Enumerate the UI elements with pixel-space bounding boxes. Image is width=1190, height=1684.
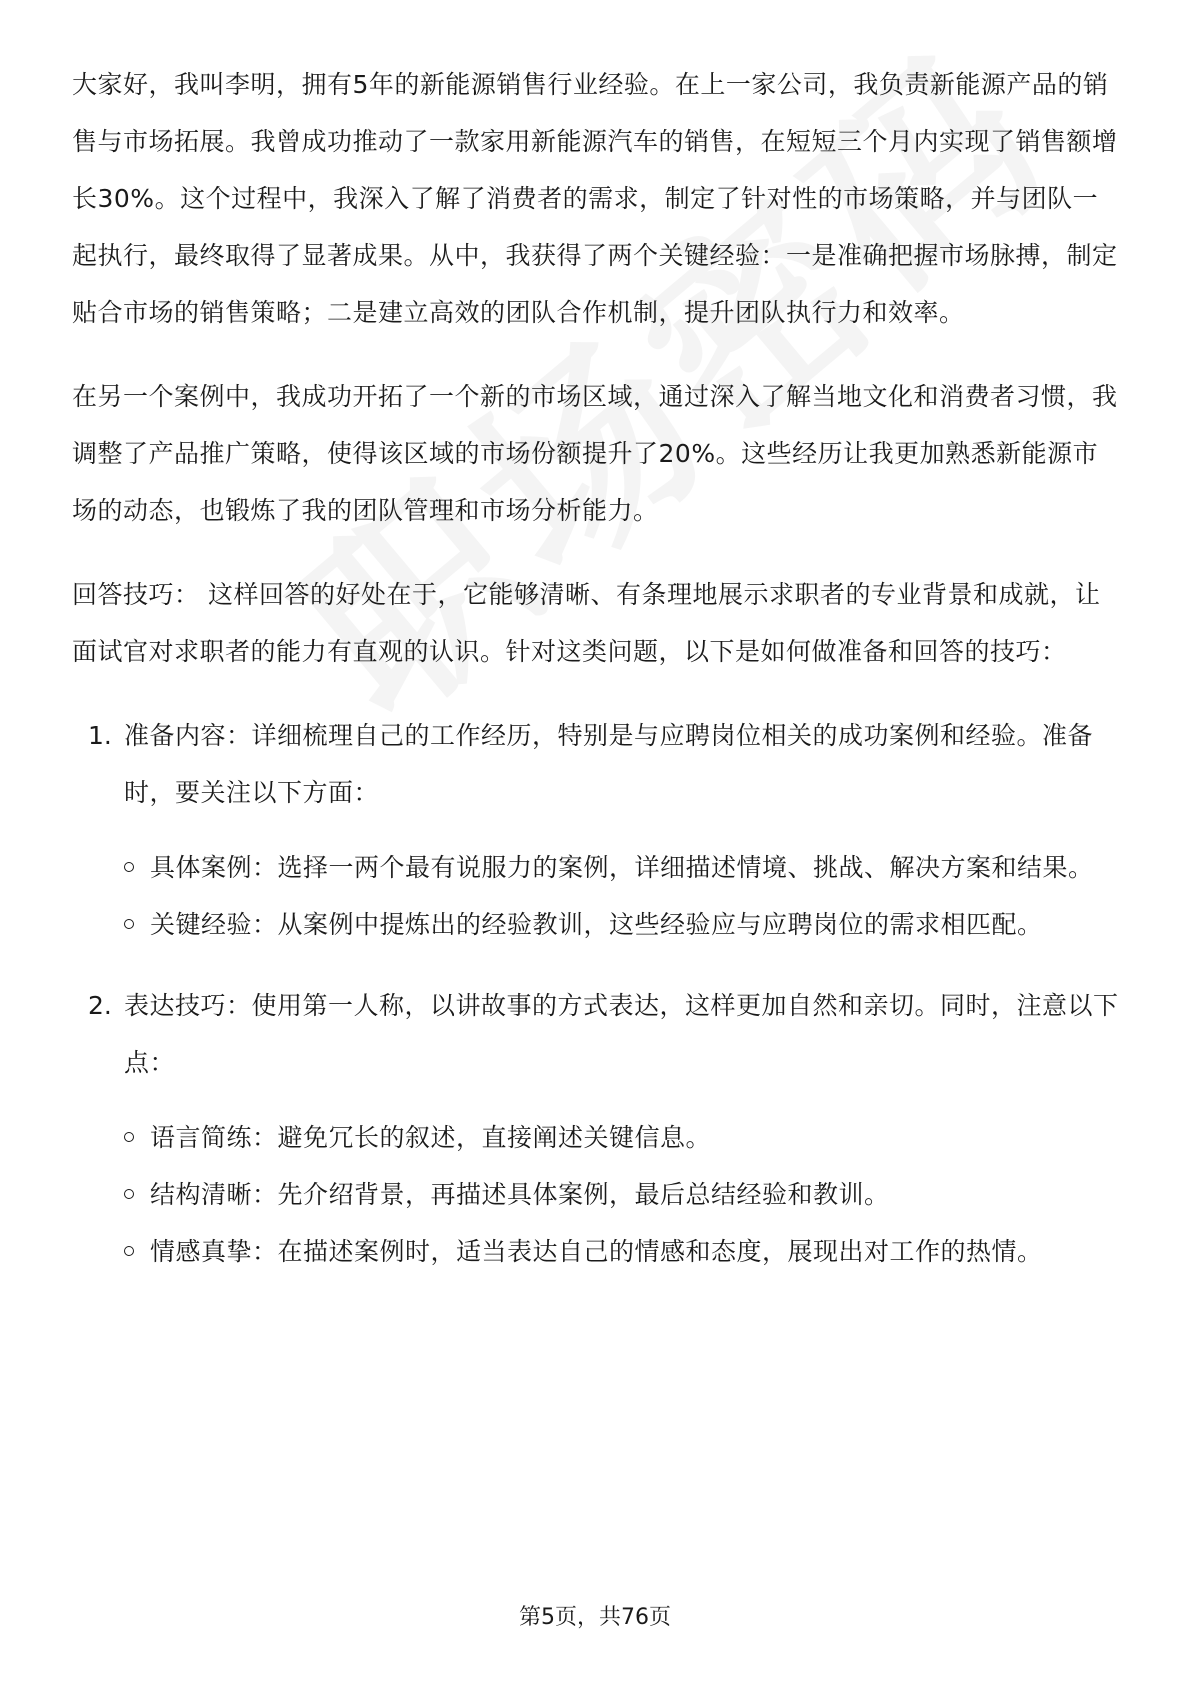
sub-list xyxy=(124,839,1122,953)
bullet-icon xyxy=(124,919,134,929)
bullet-icon xyxy=(124,1132,134,1142)
list-number: 2. xyxy=(88,991,112,1020)
sub-list-item xyxy=(124,1109,1122,1166)
list-item xyxy=(72,707,1122,953)
bullet-icon xyxy=(124,1246,134,1256)
sub-list-item xyxy=(124,1166,1122,1223)
intro-paragraph: 大家好，我叫李明，拥有5年的新能源销售行业经验。在上一家公司，我负责新能源产品的销售与市场拓展。我曾成功推动了一款家用新能源汽车的销售，在短短三个月内实现了销售额增长30%。这个过程中，我深入了解了消费者的需求，制定了针对性的市场策略，并与团队一起执行，最终取得了显著成果。从中，我获得了两个关键经验：一是准确把握市场脉搏，制定贴合市场的销售策略；二是建立高效的团队合作机制，提升团队执行力和效率。 xyxy=(72,70,1118,327)
page-number: 第5页，共76页 xyxy=(519,1605,671,1630)
sub-list-item-text: 具体案例：选择一两个最有说服力的案例，详细描述情境、挑战、解决方案和结果。 xyxy=(150,853,1094,882)
sub-list xyxy=(124,1109,1122,1280)
list-item xyxy=(72,977,1122,1280)
list-number: 1. xyxy=(88,721,112,750)
sub-list-item xyxy=(124,839,1122,896)
sub-list-item xyxy=(124,1223,1122,1280)
sub-list-item-text: 语言简练：避免冗长的叙述，直接阐述关键信息。 xyxy=(150,1123,712,1152)
bullet-icon xyxy=(124,862,134,872)
sub-list-item xyxy=(124,896,1122,953)
tips-paragraph: 回答技巧： 这样回答的好处在于，它能够清晰、有条理地展示求职者的专业背景和成就，让面试官对求职者的能力有直观的认识。针对这类问题，以下是如何做准备和回答的技巧： xyxy=(72,580,1101,666)
tips-list xyxy=(72,707,1122,1280)
list-item-text: 表达技巧：使用第一人称，以讲故事的方式表达，这样更加自然和亲切。同时，注意以下点： xyxy=(124,991,1119,1077)
list-item-text: 准备内容：详细梳理自己的工作经历，特别是与应聘岗位相关的成功案例和经验。准备时，要关注以下方面： xyxy=(124,721,1094,807)
document-body xyxy=(72,56,1122,1304)
sub-list-item-text: 关键经验：从案例中提炼出的经验教训，这些经验应与应聘岗位的需求相匹配。 xyxy=(150,910,1043,939)
sub-list-item-text: 情感真挚：在描述案例时，适当表达自己的情感和态度，展现出对工作的热情。 xyxy=(150,1237,1043,1266)
case-paragraph: 在另一个案例中，我成功开拓了一个新的市场区域，通过深入了解当地文化和消费者习惯，我调整了产品推广策略，使得该区域的市场份额提升了20%。这些经历让我更加熟悉新能源市场的动态，也锻炼了我的团队管理和市场分析能力。 xyxy=(72,382,1118,525)
bullet-icon xyxy=(124,1189,134,1199)
sub-list-item-text: 结构清晰：先介绍背景，再描述具体案例，最后总结经验和教训。 xyxy=(150,1180,890,1209)
